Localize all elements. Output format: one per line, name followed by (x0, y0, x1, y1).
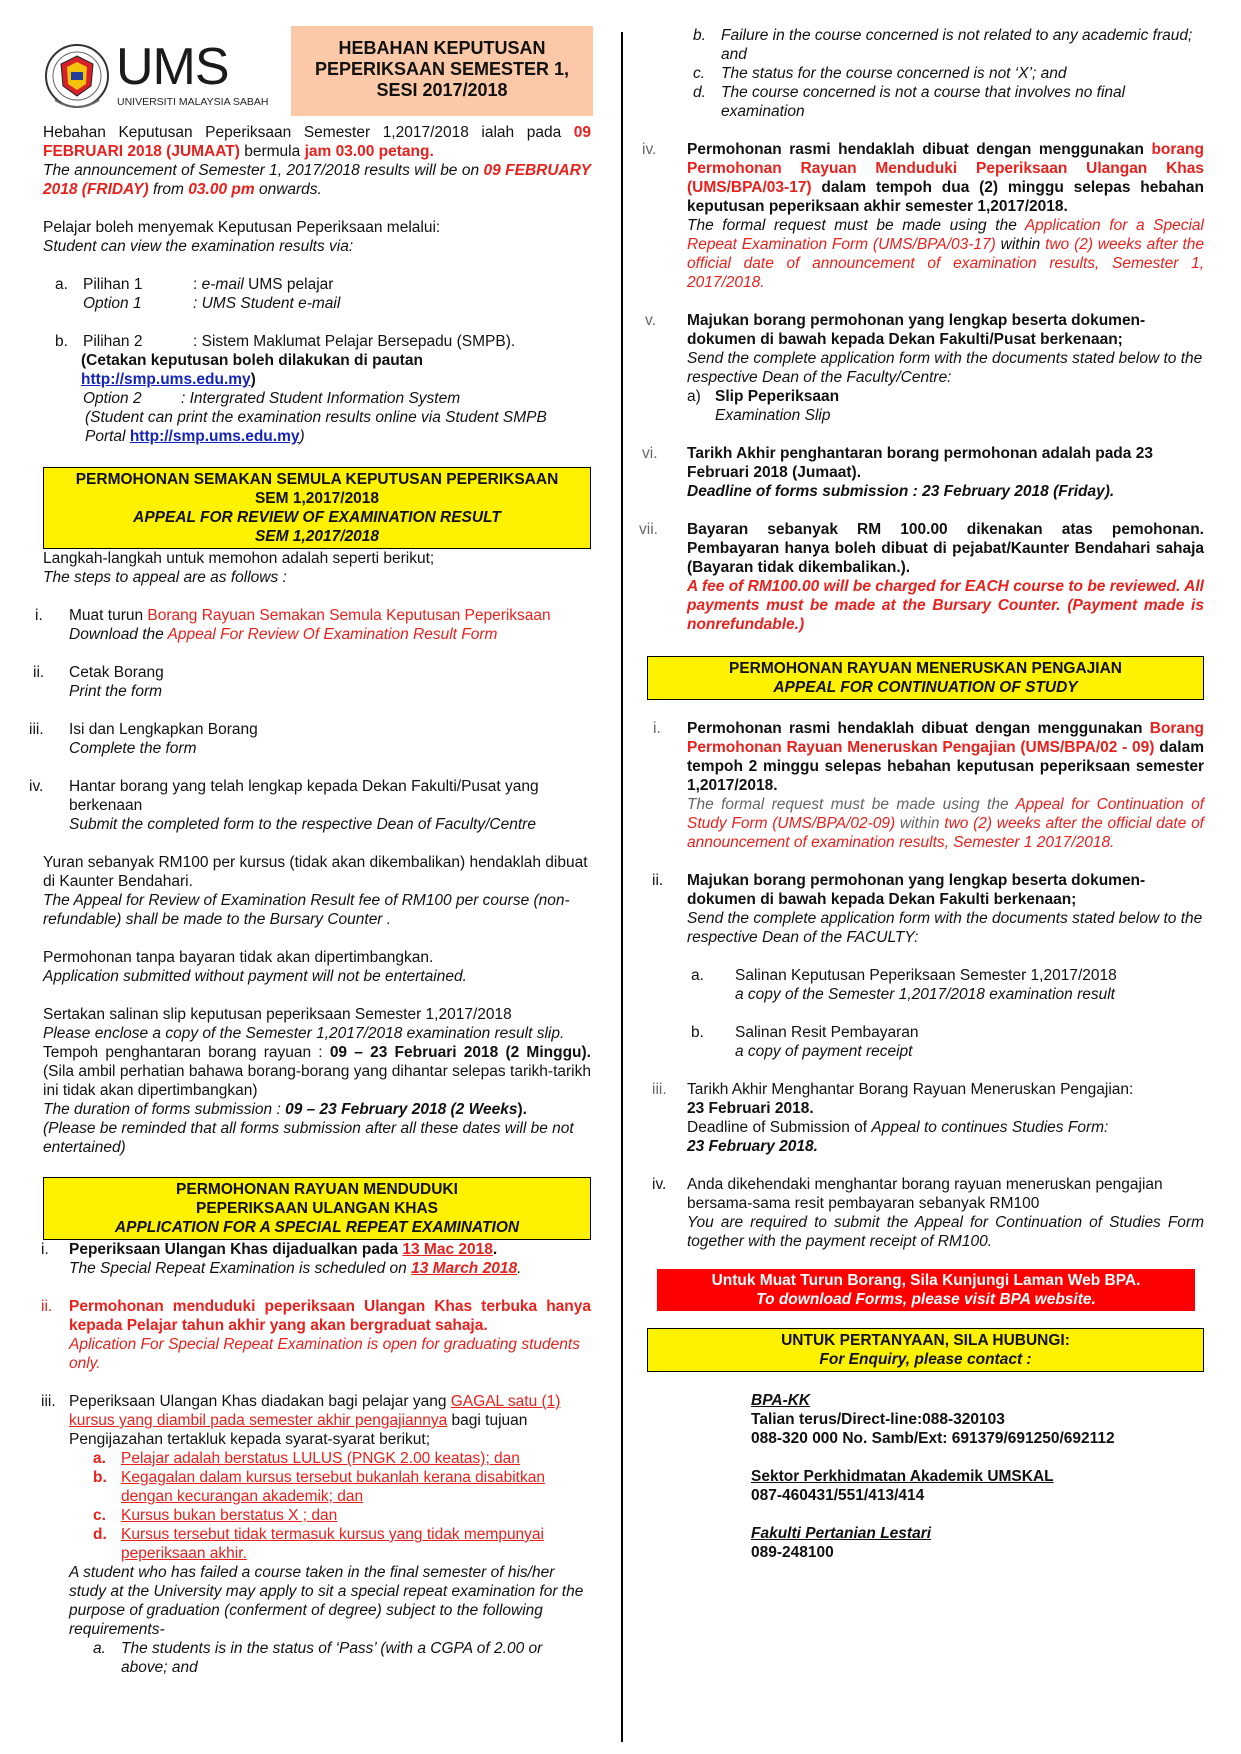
special-item-v: v. Majukan borang permohonan yang lengkap beserta dokumen-dokumen di bawah kepada Dekan Fakulti/Pusat berkenaan; Send the complete application form with the documents stated below to the respective Dean of the Faculty/Centre: a) Slip Peperiksaan Examination Slip (645, 312, 1203, 424)
special-item-ii: ii. Permohonan menduduki peperiksaan Ulangan Khas terbuka hanya kepada Pelajar tahun akhir yang akan bergraduat sahaja. Aplication For Special Repeat Examination is open for graduating students only. (41, 1298, 591, 1372)
view-results-en: Student can view the examination results via: (43, 238, 354, 255)
contact-list (751, 1391, 1204, 1562)
review-enclose-ms: Sertakan salinan slip keputusan peperiksaan Semester 1,2017/2018 (43, 1006, 512, 1023)
ums-logo (43, 38, 269, 118)
title-line-2: PEPERIKSAAN SEMESTER 1, (314, 59, 570, 79)
contact-umskal-line: 087-460431/551/413/414 (751, 1487, 925, 1504)
smpb-link[interactable]: http://smp.ums.edu.my (81, 371, 251, 388)
column-divider (621, 32, 623, 1742)
continuation-item-ii: ii. Majukan borang permohonan yang lengkap beserta dokumen-dokumen di bawah kepada Dekan Fakulti berkenaan; Send the complete application form with the documents stated below to the respective Dean of the FACULTY: a. Salinan Keputusan Peperiksaan Semester 1,2017/2018 a copy of the Semester 1,2017/2018 examination result b. Salinan Resit Pembayaran a copy of payment receipt (652, 872, 1203, 1060)
review-steps-intro-en: The steps to appeal are as follows : (43, 569, 287, 586)
title-line-1: HEBAHAN KEPUTUSAN (338, 38, 546, 58)
announcement-en: The announcement of Semester 1, 2017/2018 results will be on 09 FEBRUARY 2018 (FRIDAY) from 03.00 pm onwards. (43, 162, 591, 198)
review-enclose-en: Please enclose a copy of the Semester 1,2017/2018 examination result slip. (43, 1025, 565, 1042)
review-fee-en: The Appeal for Review of Examination Result fee of RM100 per course (non-refundable) shall be made to the Bursary Counter . (43, 892, 570, 928)
special-item-vii: vii. Bayaran sebanyak RM 100.00 dikenakan atas pemohonan. Pembayaran hanya boleh dibuat di pejabat/Kaunter Bendahari sahaja (Bayaran tidak dikembalikan.). A fee of RM100.00 will be charged for EACH course to be reviewed. All payments must be made at the Bursary Counter. (Payment made is nonrefundable.) (639, 521, 1204, 633)
special-continued: b. Failure in the course concerned is not related to any academic fraud; and c. The status for the course concerned is not ‘X’; and d. The course concerned is not a course that involves no final examination (693, 27, 1193, 120)
special-item-iv: iv. Permohonan rasmi hendaklah dibuat dengan menggunakan borang Permohonan Rayuan Menduduki Peperiksaan Ulangan Khas (UMS/BPA/03-17) dalam tempoh dua (2) minggu selepas hebahan keputusan peperiksaan akhir semester 1,2017/2018. The formal request must be made using the Application for a Special Repeat Examination Form (UMS/BPA/03-17) within two (2) weeks after the official date of announcement of examination results, Semester 1, 2017/2018. (642, 141, 1205, 291)
option-2: b. Pilihan 2 : Sistem Maklumat Pelajar Bersepadu (SMPB). (Cetakan keputusan boleh dilakukan di pautan http://smp.ums.edu.my) Option 2 : Intergrated Student Information System (Student can print the examination results online via Student SMPB Portal http://smp.ums.edu.my) (55, 333, 547, 445)
special-item-i: i. Peperiksaan Ulangan Khas dijadualkan pada 13 Mac 2018. The Special Repeat Examination is scheduled on 13 March 2018. (41, 1241, 522, 1277)
review-step-4: iv. Hantar borang yang telah lengkap kepada Dekan Fakulti/Pusat yang berkenaan Submit the completed form to the respective Dean of Faculty/Centre (29, 778, 539, 833)
review-steps-intro-ms: Langkah-langkah untuk memohon adalah seperti berikut; (43, 550, 435, 567)
review-nopay-ms: Permohonan tanpa bayaran tidak akan dipertimbangkan. (43, 949, 434, 966)
review-section-header: PERMOHONAN SEMAKAN SEMULA KEPUTUSAN PEPERIKSAAN SEM 1,2017/2018 APPEAL FOR REVIEW OF EXAMINATION RESULT SEM 1,2017/2018 (43, 467, 591, 549)
continuation-item-iii: iii. Tarikh Akhir Menghantar Borang Rayuan Meneruskan Pengajian: 23 Februari 2018. Deadline of Submission of Appeal to continues Studies Form: 23 February 2018. (652, 1081, 1134, 1155)
smpb-link-2[interactable]: http://smp.ums.edu.my (129, 428, 300, 445)
title-line-3: SESI 2017/2018 (376, 80, 508, 100)
page-title (291, 26, 593, 116)
contact-fpl-name: Fakulti Pertanian Lestari (751, 1525, 932, 1542)
continuation-item-i: i. Permohonan rasmi hendaklah dibuat dengan menggunakan Borang Permohonan Rayuan Meneruskan Pengajian (UMS/BPA/02 - 09) dalam tempoh 2 minggu selepas hebahan keputusan peperiksaan semester 1,2017/2018. The formal request must be made using the Appeal for Continuation of Study Form (UMS/BPA/02-09) within two (2) weeks after the official date of announcement of examination results, Semester 1 2017/2018. (653, 720, 1204, 851)
review-nopay-en: Application submitted without payment will not be entertained. (43, 968, 467, 985)
special-item-iii: iii. Peperiksaan Ulangan Khas diadakan bagi pelajar yang GAGAL satu (1) kursus yang diambil pada semester akhir pengajiannya bagi tujuan Pengijazahan tertakluk kepada syarat-syarat berikut; a. Pelajar adalah berstatus LULUS (PNGK 2.00 keatas); dan b. Kegagalan dalam kursus tersebut bukanlah kerana disabitkan dengan kecurangan akademik; dan c. Kursus bukan berstatus X ; dan d. Kursus tersebut tidak termasuk kursus yang tidak mempunyai peperiksaan akhir. A student who has failed a course taken in the final semester of his/her study at the University may apply to sit a special repeat examination for the purpose of graduation (conferment of degree) subject to the following requirements- a. The students is in the status of ‘Pass’ (with a CGPA of 2.00 or above; and (41, 1393, 584, 1676)
view-results-ms: Pelajar boleh menyemak Keputusan Peperiksaan melalui: (43, 219, 441, 236)
left-column (29, 26, 591, 1677)
contact-bpa-kk-line: Talian terus/Direct-line:088-320103 (751, 1411, 1005, 1428)
review-step-3: iii. Isi dan Lengkapkan Borang Complete the form (29, 721, 258, 757)
review-step-1: i. Muat turun Borang Rayuan Semakan Semula Keputusan Peperiksaan Download the Appeal For Review Of Examination Result Form (35, 607, 551, 643)
option-1: a. Pilihan 1 : e-mail UMS pelajar Option 1 : UMS Student e-mail (55, 276, 341, 312)
contact-bpa-kk-ext: 088-320 000 No. Samb/Ext: 691379/691250/692112 (751, 1430, 1115, 1447)
review-fee-ms: Yuran sebanyak RM100 per kursus (tidak akan dikembalikan) hendaklah dibuat di Kaunter Bendahari. (43, 854, 588, 890)
right-column (639, 26, 1205, 1562)
announcement-ms: Hebahan Keputusan Peperiksaan Semester 1,2017/2018 ialah pada 09 FEBRUARI 2018 (JUMAAT) bermula jam 03.00 petang. (43, 124, 591, 160)
review-period-ms: Tempoh penghantaran borang rayuan : 09 – 23 Februari 2018 (2 Minggu). (Sila ambil perhatian bahawa borang-borang yang dihantar selepas tarikh-tarikh ini tidak akan dipertimbangkan) (43, 1044, 591, 1099)
contact-umskal-name: Sektor Perkhidmatan Akademik UMSKAL (751, 1468, 1054, 1485)
continuation-section-header: PERMOHONAN RAYUAN MENERUSKAN PENGAJIAN APPEAL FOR CONTINUATION OF STUDY (647, 656, 1204, 700)
special-repeat-section-header: PERMOHONAN RAYUAN MENDUDUKI PEPERIKSAAN ULANGAN KHAS APPLICATION FOR A SPECIAL REPEAT EXAMINATION (43, 1177, 591, 1240)
page-header (43, 26, 591, 119)
review-step-2: ii. Cetak Borang Print the form (33, 664, 164, 700)
contact-fpl-line: 089-248100 (751, 1544, 834, 1561)
review-period-en: The duration of forms submission : 09 – 23 February 2018 (2 Weeks). (Please be reminded that all forms submission after all these dates will be not entertained) (43, 1101, 574, 1156)
logo-subtitle: UNIVERSITI MALAYSIA SABAH (117, 96, 269, 108)
special-item-vi: vi. Tarikh Akhir penghantaran borang permohonan adalah pada 23 Februari 2018 (Jumaat). Deadline of forms submission : 23 February 2018 (Friday). (642, 445, 1153, 500)
enquiry-section-header: UNTUK PERTANYAAN, SILA HUBUNGI: For Enquiry, please contact : (647, 1328, 1204, 1372)
download-notice: Untuk Muat Turun Borang, Sila Kunjungi Laman Web BPA. To download Forms, please visit BPA website. (657, 1269, 1195, 1311)
contact-bpa-kk-name: BPA-KK (751, 1392, 811, 1409)
continuation-item-iv: iv. Anda dikehendaki menghantar borang rayuan meneruskan pengajian bersama-sama resit pembayaran sebanyak RM100 You are required to submit the Appeal for Continuation of Studies Form together with the payment receipt of RM100. (652, 1176, 1204, 1250)
logo-text: UMS (116, 38, 229, 96)
